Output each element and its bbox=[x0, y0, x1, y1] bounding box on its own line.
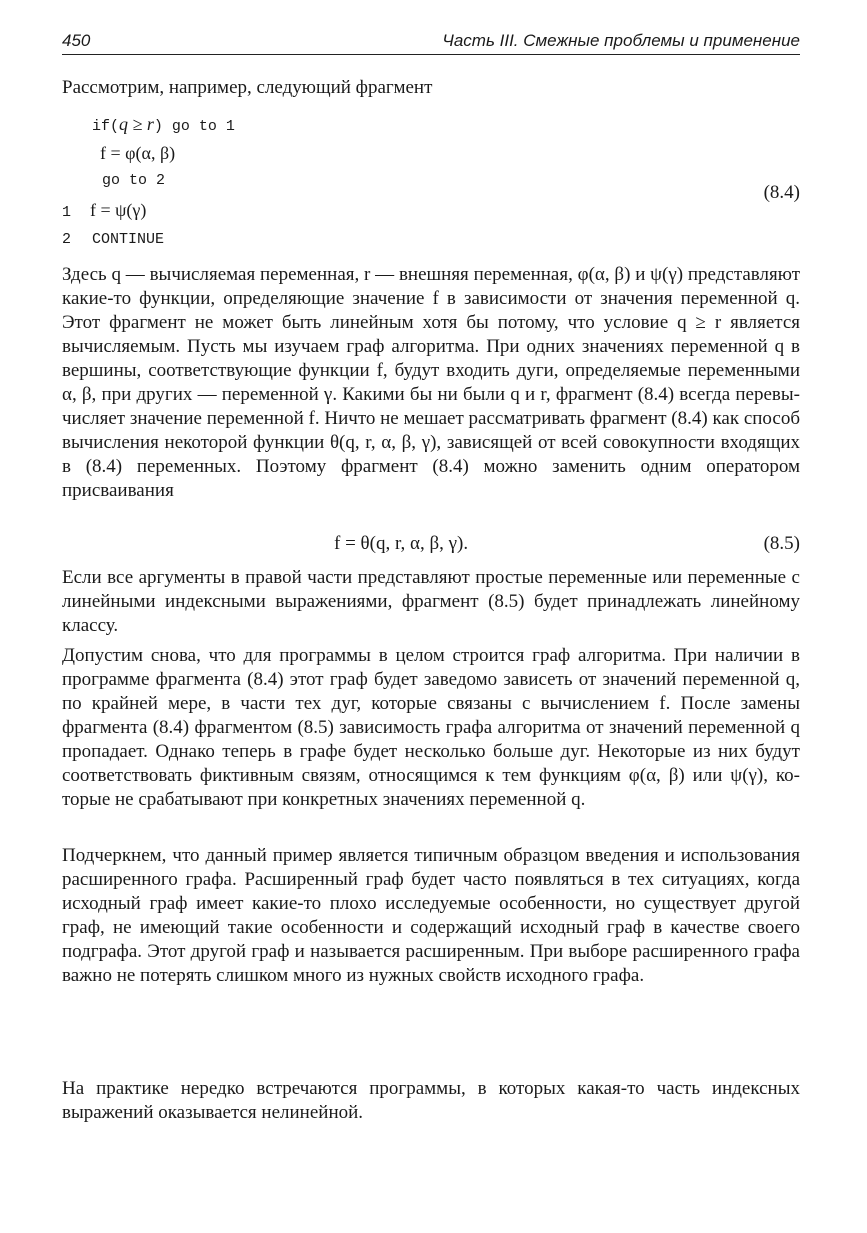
code-line-5: CONTINUE bbox=[92, 231, 165, 248]
code-condition: q ≥ r bbox=[119, 114, 154, 134]
paragraph-3: Допустим снова, что для программы в целом строится граф алгоритма. При наличии в программе фрагмента (8.4) этот граф будет заведомо зависеть от значений переменной q, по крайней мере, в части тех дуг, которые связаны с вычислением f. После замены фрагмента (8.4) фрагментом (8.5) зависимость графа алгоритма от значений переменной q пропадает. Однако теперь в графе будет несколько больше дуг. Некоторые из них будут соответствовать фиктивным связям, относящимся к тем функциям φ(α, β) или ψ(γ), которые не срабатывают при конкретных значениях переменной q. bbox=[62, 645, 800, 810]
formula-expression: f = θ(q, r, α, β, γ). bbox=[334, 533, 469, 554]
code-line-4: f = ψ(γ) bbox=[90, 200, 147, 220]
paragraph-5: На практике нередко встречаются программы, в которых какая-то часть индексных выражений оказывается нелинейной. bbox=[62, 1078, 800, 1123]
code-label-2: 2 bbox=[62, 231, 72, 248]
page-number: 450 bbox=[62, 31, 91, 50]
running-header bbox=[62, 28, 800, 55]
code-goto: ) go to 1 bbox=[153, 118, 235, 135]
code-line-3: go to 2 bbox=[102, 172, 166, 189]
formula-8-5 bbox=[62, 533, 800, 559]
equation-number-8-5: (8.5) bbox=[763, 533, 800, 554]
code-keyword: if( bbox=[92, 118, 120, 135]
equation-number-8-4: (8.4) bbox=[763, 182, 800, 203]
code-line-2: f = φ(α, β) bbox=[100, 143, 176, 163]
paragraph-2: Если все аргументы в правой части представляют простые переменные или переменные с линейными индексными выражениями, фрагмент (8.5) будет принадлежать линейному классу. bbox=[62, 567, 800, 636]
paragraph-4: Подчеркнем, что данный пример является типичным образцом введения и использования расширенного графа. Расширенный граф будет часто появляться в тех ситуациях, когда исходный граф имеет какие-то плохо исследуемые особенности, но существует другой граф, не имеющий такие особенности и содержащий исходный граф в качестве своего подграфа. Этот другой граф и называется расширенным. При выборе расширенного графа важно не потерять слишком много из нужных свойств исходного графа. bbox=[62, 845, 800, 986]
paragraph-1: Здесь q — вычисляемая переменная, r — внешняя переменная, φ(α, β) и ψ(γ) представляют какие-то функции, определяющие значение f в зависимости от значения переменной q. Этот фрагмент не может быть линейным хотя бы потому, что условие q ≥ r является вычисляемым. Пусть мы изучаем граф алгоритма. При одних значениях переменной q в вершины, соответствующие функции f, будут входить дуги, определяемые переменными α, β, при других — переменной γ. Какими бы ни были q и r, фрагмент (8.4) всегда перевычисляет значение переменной f. Ничто не мешает рассматривать фрагмент (8.4) как способ вычисления некоторой функции θ(q, r, α, β, γ), зависящей от всей совокупности входящих в (8.4) переменных. Поэтому фрагмент (8.4) можно заменить одним оператором присваивания bbox=[62, 264, 800, 501]
intro-line: Рассмотрим, например, следующий фрагмент bbox=[62, 77, 433, 98]
code-label-1: 1 bbox=[62, 204, 72, 221]
code-line-1 bbox=[92, 114, 235, 135]
code-fragment bbox=[62, 112, 800, 252]
running-title: Часть III. Смежные проблемы и применение bbox=[442, 31, 800, 50]
